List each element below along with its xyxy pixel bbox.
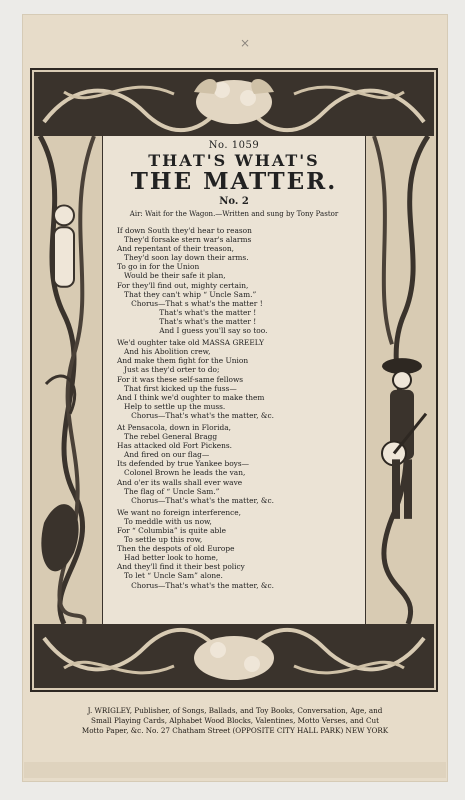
lyric-line: If down South they'd hear to reason	[117, 226, 252, 235]
lyric-line: We'd oughter take old MASSA GREELY	[117, 338, 265, 348]
lyric-line: That they can't whip “ Uncle Sam.”	[117, 289, 257, 299]
lyric-line: That's what's the matter !	[117, 307, 257, 317]
top-ornament-band	[34, 72, 434, 136]
lyric-line: The rebel General Bragg	[117, 432, 218, 442]
lyric-line: We want no foreign interference,	[117, 507, 242, 517]
lyric-line: They'd soon lay down their arms.	[117, 253, 249, 263]
torn-edge	[24, 762, 446, 778]
title-line-2: THE MATTER.	[130, 168, 338, 195]
lyric-line: For they'll find out, mighty certain,	[117, 280, 249, 290]
lyric-line: The flag of “ Uncle Sam.”	[117, 486, 220, 496]
stanza	[117, 508, 359, 590]
lyric-line: Chorus—That's what's the matter, &c.	[117, 580, 274, 590]
lyric-line: And fired on our flag—	[117, 450, 210, 460]
title-line-1: THAT'S WHAT'S	[148, 151, 320, 170]
lyric-line: To settle up this row,	[117, 535, 203, 545]
song-number: No. 1059	[208, 140, 260, 151]
lyric-line: Just as they'd orter to do;	[117, 365, 220, 375]
lyric-line: Has attacked old Fort Pickens.	[117, 441, 232, 451]
ornament-angels-icon	[34, 72, 434, 136]
lyric-line: For “ Columbia” is quite able	[117, 526, 226, 535]
song-air-credit: Air: Wait for the Wagon.—Written and sung by Tony Pastor	[129, 210, 339, 218]
lyric-line: Its defended by true Yankee boys—	[117, 459, 250, 469]
lyric-line: To let “ Uncle Sam” alone.	[117, 571, 223, 581]
lyric-line: They'd forsake stern war's alarms	[117, 235, 252, 245]
lyric-line: Help to settle up the muss.	[117, 401, 226, 411]
stanza	[117, 423, 359, 505]
lyric-line: Then the despots of old Europe	[117, 544, 235, 554]
lyric-line: Had better look to home,	[117, 553, 219, 563]
lyric-line: That's what's the matter !	[117, 316, 257, 326]
lyric-line: At Pensacola, down in Florida,	[117, 422, 231, 432]
ornament-embrace-icon	[34, 624, 434, 688]
stanza	[117, 338, 359, 420]
lyric-line: And o'er its walls shall ever wave	[117, 477, 243, 487]
lyric-line: That first kicked up the fuss—	[117, 383, 237, 393]
song-lyrics	[103, 226, 365, 590]
lyric-line: Chorus—That's what's the matter, &c.	[117, 495, 274, 505]
lyric-line: And I guess you'll say so too.	[117, 326, 268, 336]
bottom-ornament-band	[34, 624, 434, 688]
pencil-mark: ×	[240, 36, 251, 50]
stanza	[117, 226, 359, 335]
ornament-banjo-player-icon	[368, 136, 434, 624]
lyric-line: Chorus—That's what's the matter, &c.	[117, 410, 274, 420]
imprint-line-2: Small Playing Cards, Alphabet Wood Blocks, Valentines, Motto Verses, and Cut	[91, 716, 379, 725]
song-subtitle: No. 2	[219, 196, 249, 207]
lyric-line: For it was these self-same fellows	[117, 374, 244, 384]
lyric-line: Would be their safe it plan,	[117, 271, 226, 281]
lyric-line: Chorus—That s what's the matter !	[117, 298, 263, 308]
woodcut-frame	[30, 68, 438, 692]
publisher-imprint	[40, 706, 430, 736]
lyric-line: Colonel Brown he leads the van,	[117, 468, 246, 478]
lyric-line: And I think we'd oughter to make them	[117, 392, 265, 402]
lyric-line: To meddle with us now,	[117, 516, 212, 526]
imprint-line-3: Motto Paper, &c. No. 27 Chatham Street (OPPOSITE CITY HALL PARK) NEW YORK	[81, 726, 389, 735]
ornament-cherub-icon	[34, 136, 100, 624]
imprint-line-1: J. WRIGLEY, Publisher, of Songs, Ballads, and Toy Books, Conversation, Age, and	[87, 706, 383, 715]
song-panel	[102, 136, 366, 624]
right-ornament-column	[368, 136, 434, 624]
lyric-line: And his Abolition crew,	[117, 347, 211, 357]
lyric-line: And repentant of their treason,	[117, 244, 234, 254]
lyric-line: To go in for the Union	[117, 262, 200, 272]
left-ornament-column	[34, 136, 100, 624]
lyric-line: And they'll find it their best policy	[117, 562, 245, 572]
lyric-line: And make them fight for the Union	[117, 356, 249, 366]
